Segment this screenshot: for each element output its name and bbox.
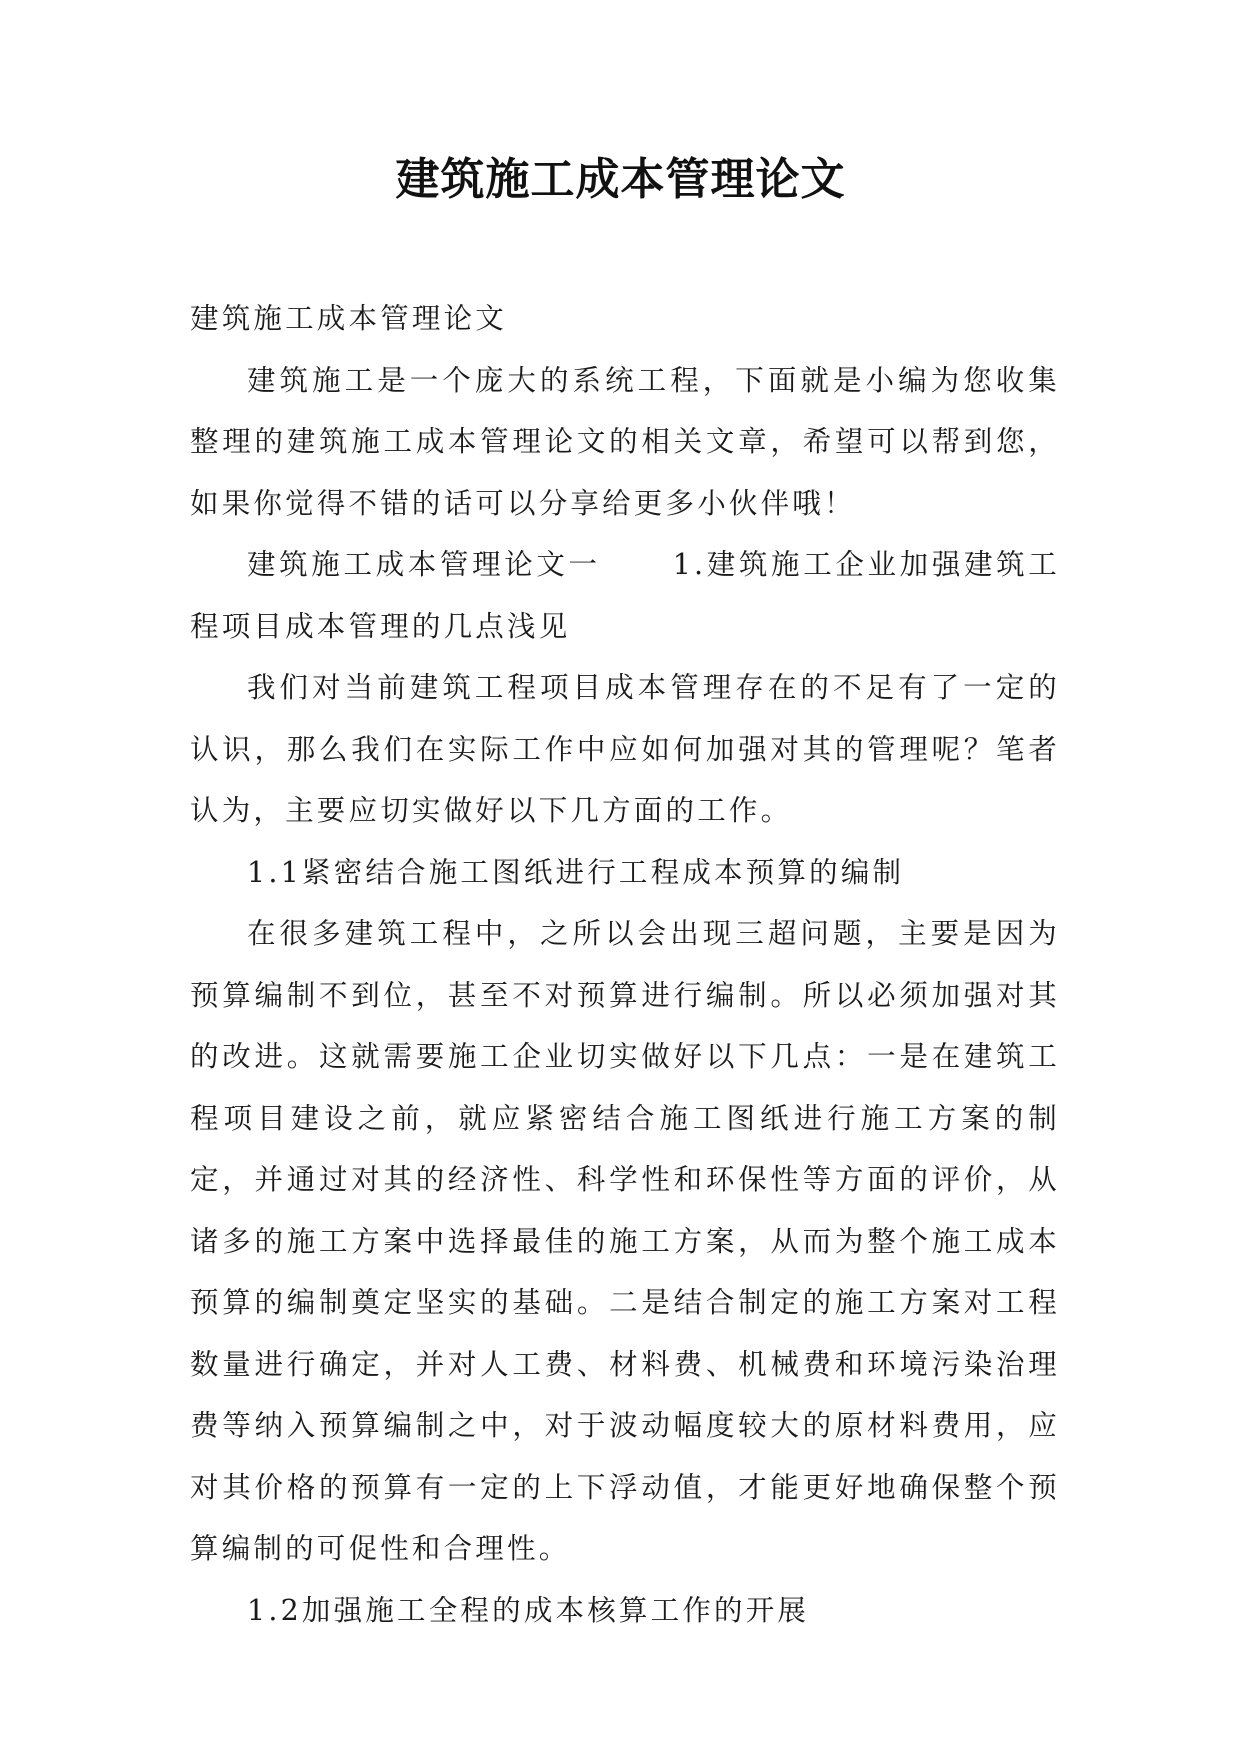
heading-1-2: 1.2加强施工全程的成本核算工作的开展 — [247, 1593, 810, 1627]
body-1-1-paragraph: 在很多建筑工程中，之所以会出现三超问题，主要是因为预算编制不到位，甚至不对预算进行编制。所以必须加强对其的改进。这就需要施工企业切实做好以下几点：一是在建筑工程项目建设之前，就应紧密结合施工图纸进行施工方案的制定，并通过对其的经济性、科学性和环保性等方面的评价，从诸多的施工方案中选择最佳的施工方案，从而为整个施工成本预算的编制奠定坚实的基础。二是结合制定的施工方案对工程数量进行确定，并对人工费、材料费、机械费和环境污染治理费等纳入预算编制之中，对于波动幅度较大的原材料费用，应对其价格的预算有一定的上下浮动值，才能更好地确保整个预算编制的可促性和合理性。 — [190, 917, 1060, 1565]
section-one-intro-paragraph: 我们对当前建筑工程项目成本管理存在的不足有了一定的认识，那么我们在实际工作中应如何加强对其的管理呢？笔者认为，主要应切实做好以下几方面的工作。 — [190, 671, 1060, 827]
section-one-label: 建筑施工成本管理论文一 — [247, 548, 601, 581]
heading-1-1: 1.1紧密结合施工图纸进行工程成本预算的编制 — [247, 855, 905, 889]
section-one-paragraph — [190, 534, 1060, 657]
document-title: 建筑施工成本管理论文 — [395, 154, 846, 205]
document-subtitle: 建筑施工成本管理论文 — [190, 302, 508, 335]
section-one-heading: 1.建筑施工企业加强建筑工程项目成本管理的几点浅见 — [190, 548, 1060, 643]
intro-paragraph: 建筑施工是一个庞大的系统工程，下面就是小编为您收集整理的建筑施工成本管理论文的相关文章，希望可以帮到您，如果你觉得不错的话可以分享给更多小伙伴哦！ — [190, 363, 1060, 520]
document-body — [190, 288, 1060, 1641]
